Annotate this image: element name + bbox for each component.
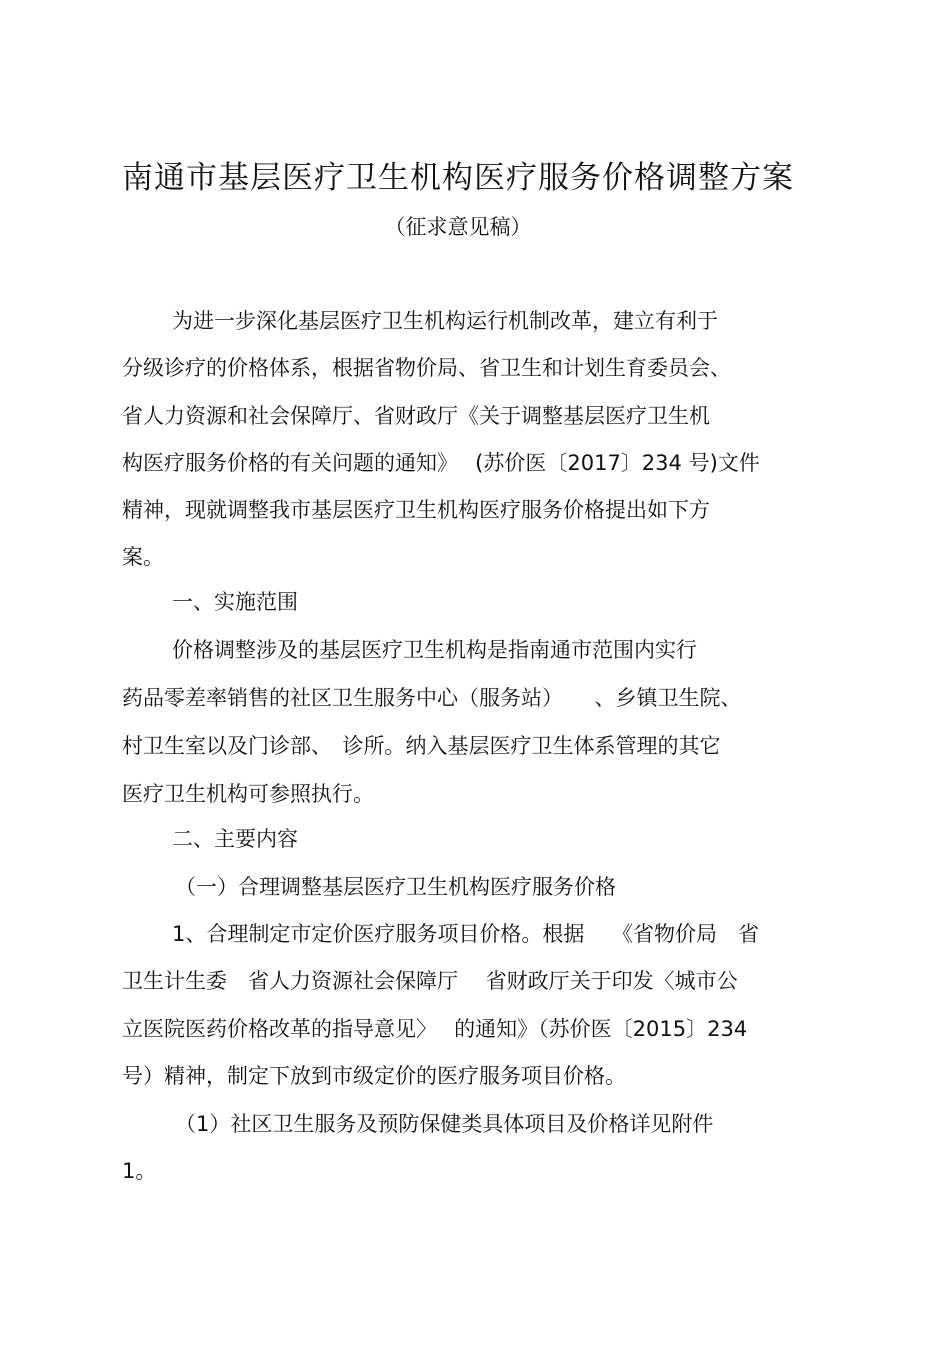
paragraph-line: 立医院医药价格改革的指导意见〉 的通知》（苏价医〔2015〕234 — [122, 1017, 748, 1041]
section-heading: 一、实施范围 — [172, 590, 298, 614]
paragraph-line: 1。 — [122, 1159, 157, 1183]
paragraph-line: 构医疗服务价格的有关问题的通知》 (苏价医〔2017〕234 号)文件 — [122, 451, 760, 475]
paragraph-line: 为进一步深化基层医疗卫生机构运行机制改革，建立有利于 — [172, 309, 718, 333]
subsection-heading: （一）合理调整基层医疗卫生机构医疗服务价格 — [175, 875, 616, 899]
paragraph-line: 价格调整涉及的基层医疗卫生机构是指南通市范围内实行 — [172, 638, 697, 662]
paragraph-line: 号）精神，制定下放到市级定价的医疗服务项目价格。 — [122, 1064, 626, 1088]
paragraph-line: 药品零差率销售的社区卫生服务中心（服务站） 、乡镇卫生院、 — [122, 686, 742, 710]
paragraph-line: 医疗卫生机构可参照执行。 — [122, 782, 374, 806]
paragraph-line: 分级诊疗的价格体系，根据省物价局、省卫生和计划生育委员会、 — [122, 356, 731, 380]
document-subtitle: （征求意见稿） — [384, 215, 532, 239]
paragraph-line: 1、合理制定市定价医疗服务项目价格。根据 《省物价局 省 — [172, 922, 760, 946]
paragraph-line: 卫生计生委 省人力资源社会保障厅 省财政厅关于印发〈城市公 — [122, 969, 738, 993]
paragraph-line: 案。 — [122, 545, 164, 569]
paragraph-line: 村卫生室以及门诊部、 诊所。纳入基层医疗卫生体系管理的其它 — [122, 734, 721, 758]
document-title: 南通市基层医疗卫生机构医疗服务价格调整方案 — [122, 160, 794, 196]
paragraph-line: （1）社区卫生服务及预防保健类具体项目及价格详见附件 — [175, 1112, 714, 1136]
paragraph-line: 精神，现就调整我市基层医疗卫生机构医疗服务价格提出如下方 — [122, 498, 710, 522]
paragraph-line: 省人力资源和社会保障厅、省财政厅《关于调整基层医疗卫生机 — [122, 404, 710, 428]
section-heading: 二、主要内容 — [172, 827, 298, 851]
